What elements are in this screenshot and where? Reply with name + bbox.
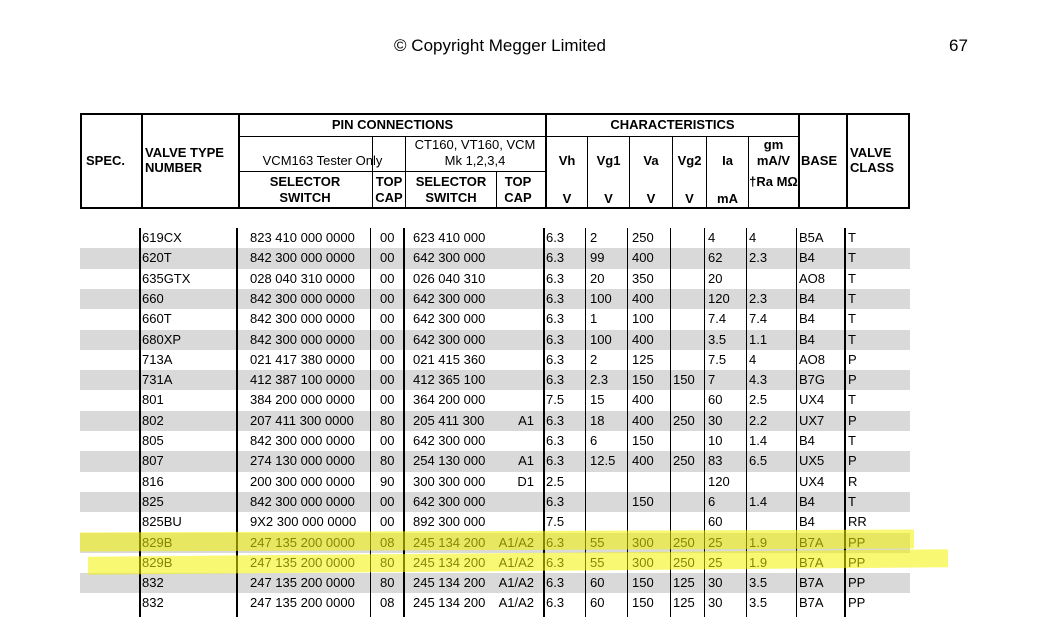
- top-cap-cell: 00: [380, 270, 395, 286]
- va-cell: 150: [632, 493, 654, 509]
- selector-switch-cell: 021 417 380 0000: [250, 351, 355, 367]
- table-row: [80, 330, 910, 350]
- vcm163-header: VCM163 Tester Only: [262, 153, 383, 168]
- base-cell: B4: [799, 433, 815, 448]
- ct-selector-cell: 642 300 000: [413, 250, 486, 266]
- base-cell: B4: [799, 493, 815, 509]
- table-row: [80, 492, 910, 512]
- class-cell: T: [848, 250, 856, 266]
- valve-type-cell: 825BU: [142, 514, 182, 530]
- valve-type-cell: 713A: [142, 351, 173, 367]
- class-cell: T: [848, 433, 856, 448]
- selector-switch-cell: 384 200 000 0000: [250, 392, 355, 408]
- vh-cell: 6.3: [546, 433, 565, 448]
- ct-selector-cell: 300 300 000: [413, 473, 486, 489]
- ia-header: Ia: [722, 153, 733, 168]
- class-cell: T: [848, 392, 856, 408]
- ct160-header: CT160, VT160, VCM Mk 1,2,3,4: [414, 137, 536, 168]
- vh-header: Vh: [558, 153, 576, 168]
- class-cell: P: [848, 372, 857, 388]
- vh-cell: 6.3: [546, 230, 565, 245]
- vh-cell: 6.3: [546, 351, 565, 367]
- selector-switch-header-1: SELECTOR SWITCH: [269, 174, 341, 205]
- vg1-cell: 99: [590, 250, 605, 266]
- vh-cell: 6.3: [546, 453, 565, 469]
- top-cap-cell: 80: [380, 453, 395, 469]
- table-header: [80, 113, 910, 209]
- vh-cell: 2.5: [546, 473, 565, 489]
- top-cap-cell: 08: [380, 595, 395, 611]
- ia-cell: 83: [708, 453, 723, 469]
- table-row: [80, 573, 910, 593]
- gm-cell: 2.3: [749, 290, 768, 306]
- top-cap-cell: 00: [380, 331, 395, 347]
- valve-type-cell: 805: [142, 433, 164, 448]
- ct-selector-cell: 642 300 000: [413, 331, 486, 347]
- ia-cell: 7: [708, 372, 716, 388]
- table-row: [80, 228, 910, 248]
- ia-cell: 7.4: [708, 311, 727, 327]
- vg2-cell: 125: [673, 595, 695, 611]
- vg1-cell: 100: [590, 331, 612, 347]
- va-header: Va: [643, 153, 659, 168]
- gm-cell: 1.1: [749, 331, 768, 347]
- selector-switch-cell: 842 300 000 0000: [250, 290, 355, 306]
- selector-switch-cell: 247 135 200 0000: [250, 595, 355, 611]
- vg1-cell: 1: [590, 311, 598, 327]
- vg2-header: Vg2: [677, 153, 702, 168]
- gm-cell: 2.2: [749, 412, 768, 428]
- top-cap-header-1: TOP CAP: [375, 174, 403, 205]
- ct-selector-cell: 021 415 360: [413, 351, 486, 367]
- class-cell: P: [848, 351, 857, 367]
- vh-cell: 6.3: [546, 290, 565, 306]
- table-row: [80, 370, 910, 390]
- base-cell: B5A: [799, 230, 824, 245]
- table-row: [80, 289, 910, 309]
- table-row: [80, 411, 910, 431]
- base-cell: UX5: [799, 453, 825, 469]
- ia-cell: 62: [708, 250, 723, 266]
- gm-cell: 2.3: [749, 250, 768, 266]
- ct-top-cap-cell: D1: [517, 473, 534, 489]
- vg1-cell: 6: [590, 433, 598, 448]
- ct-selector-cell: 026 040 310: [413, 270, 486, 286]
- class-cell: PP: [848, 575, 866, 591]
- vh-cell: 6.3: [546, 250, 565, 266]
- table-row: [80, 350, 910, 370]
- vg1-cell: 2: [590, 230, 598, 245]
- selector-switch-cell: 247 135 200 0000: [250, 575, 355, 591]
- vh-cell: 6.3: [546, 331, 565, 347]
- vg1-cell: 20: [590, 270, 605, 286]
- top-cap-cell: 90: [380, 473, 395, 489]
- top-cap-cell: 00: [380, 230, 395, 245]
- gm-cell: 6.5: [749, 453, 768, 469]
- va-cell: 400: [632, 331, 654, 347]
- selector-switch-cell: 028 040 310 0000: [250, 270, 355, 286]
- base-cell: B7A: [799, 595, 824, 611]
- valve-type-cell: 619CX: [142, 230, 182, 245]
- base-cell: AO8: [799, 351, 826, 367]
- class-cell: RR: [848, 514, 867, 530]
- vh-cell: 6.3: [546, 595, 565, 611]
- page-number: 67: [949, 36, 968, 55]
- vh-cell: 6.3: [546, 412, 565, 428]
- base-cell: UX4: [799, 392, 825, 408]
- selector-switch-cell: 207 411 300 0000: [250, 412, 354, 428]
- top-cap-cell: 00: [380, 433, 395, 448]
- valve-type-cell: 680XP: [142, 331, 182, 347]
- table-row: [80, 431, 910, 451]
- ct-selector-cell: 245 134 200: [413, 595, 486, 611]
- ct-selector-cell: 364 200 000: [413, 392, 486, 408]
- ia-cell: 120: [708, 473, 730, 489]
- spec-header: SPEC.: [86, 153, 126, 168]
- vg1-cell: 15: [590, 392, 605, 408]
- base-cell: B7G: [799, 372, 826, 388]
- vg2-unit: V: [685, 191, 694, 206]
- base-cell: B7A: [799, 575, 824, 591]
- top-cap-cell: 00: [380, 514, 395, 530]
- valve-type-cell: 832: [142, 595, 164, 611]
- highlight-marker: [80, 530, 914, 552]
- va-cell: 125: [632, 351, 654, 367]
- vg2-cell: 250: [673, 412, 695, 428]
- gm-cell: 4: [749, 351, 757, 367]
- va-cell: 400: [632, 290, 654, 306]
- ct-selector-cell: 623 410 000: [413, 230, 486, 245]
- ia-cell: 60: [708, 392, 723, 408]
- vg2-cell: 150: [673, 372, 695, 388]
- gm-cell: 3.5: [749, 595, 768, 611]
- ct-top-cap-cell: A1/A2: [498, 575, 534, 591]
- ia-cell: 30: [708, 595, 723, 611]
- base-cell: B4: [799, 311, 815, 327]
- base-cell: B4: [799, 290, 815, 306]
- ia-cell: 30: [708, 575, 723, 591]
- table-row: [80, 269, 910, 289]
- ia-cell: 30: [708, 412, 723, 428]
- class-cell: T: [848, 270, 856, 286]
- base-cell: B4: [799, 250, 815, 266]
- va-cell: 400: [632, 412, 654, 428]
- base-cell: B4: [799, 514, 815, 530]
- gm-cell: 2.5: [749, 392, 768, 408]
- pin-connections-header: PIN CONNECTIONS: [331, 117, 454, 132]
- table-row: [80, 472, 910, 492]
- valve-class-header: VALVE CLASS: [850, 145, 895, 175]
- valve-type-cell: 832: [142, 575, 164, 591]
- valve-type-cell: 801: [142, 392, 164, 408]
- va-cell: 150: [632, 575, 654, 591]
- class-cell: T: [848, 230, 856, 245]
- vh-cell: 6.3: [546, 493, 565, 509]
- ia-cell: 6: [708, 493, 716, 509]
- ct-top-cap-cell: A1: [518, 412, 534, 428]
- class-cell: T: [848, 290, 856, 306]
- vh-cell: 7.5: [546, 392, 565, 408]
- vh-cell: 7.5: [546, 514, 565, 530]
- valve-type-cell: 660: [142, 290, 164, 306]
- ct-selector-cell: 642 300 000: [413, 433, 486, 448]
- top-cap-cell: 80: [380, 575, 395, 591]
- selector-switch-cell: 842 300 000 0000: [250, 493, 355, 509]
- ct-selector-cell: 412 365 100: [413, 372, 486, 388]
- base-cell: AO8: [799, 270, 826, 286]
- selector-switch-cell: 842 300 000 0000: [250, 250, 355, 266]
- va-cell: 150: [632, 595, 654, 611]
- ct-top-cap-cell: A1/A2: [498, 595, 534, 611]
- class-cell: R: [848, 473, 858, 489]
- selector-switch-header-2: SELECTOR SWITCH: [415, 174, 487, 205]
- ia-cell: 4: [708, 230, 716, 245]
- vg2-cell: 250: [673, 453, 695, 469]
- gm-cell: 4: [749, 230, 757, 245]
- ia-cell: 3.5: [708, 331, 727, 347]
- class-cell: P: [848, 453, 857, 469]
- valve-type-cell: 620T: [142, 250, 172, 266]
- top-cap-cell: 00: [380, 250, 395, 266]
- valve-type-header: VALVE TYPE NUMBER: [145, 145, 224, 175]
- ia-cell: 20: [708, 270, 723, 286]
- gm-cell: 7.4: [749, 311, 768, 327]
- selector-switch-cell: 842 300 000 0000: [250, 331, 355, 347]
- valve-type-cell: 816: [142, 473, 164, 489]
- class-cell: PP: [848, 595, 866, 611]
- table-row: [80, 390, 910, 410]
- vh-cell: 6.3: [546, 270, 565, 286]
- table-row: [80, 593, 910, 613]
- gm-cell: 1.4: [749, 433, 768, 448]
- va-cell: 100: [632, 311, 654, 327]
- vh-cell: 6.3: [546, 372, 565, 388]
- selector-switch-cell: 200 300 000 0000: [250, 473, 355, 489]
- va-cell: 350: [632, 270, 654, 286]
- class-cell: T: [848, 493, 856, 509]
- gm-header: gm mA/V: [756, 137, 791, 168]
- base-header: BASE: [801, 153, 838, 168]
- top-cap-cell: 00: [380, 311, 395, 327]
- ct-selector-cell: 205 411 300: [413, 412, 485, 428]
- valve-type-cell: 807: [142, 453, 164, 469]
- gm-cell: 3.5: [749, 575, 768, 591]
- vg1-unit: V: [604, 191, 613, 206]
- top-cap-cell: 80: [380, 412, 395, 428]
- va-cell: 400: [632, 250, 654, 266]
- top-cap-cell: 00: [380, 351, 395, 367]
- vg1-cell: 60: [590, 575, 605, 591]
- ct-selector-cell: 642 300 000: [413, 311, 486, 327]
- gm-cell: 4.3: [749, 372, 768, 388]
- top-cap-header-2: TOP CAP: [504, 174, 532, 205]
- ct-selector-cell: 254 130 000: [413, 453, 486, 469]
- vg2-cell: 125: [673, 575, 695, 591]
- vg1-cell: 60: [590, 595, 605, 611]
- va-cell: 150: [632, 372, 654, 388]
- table-row: [80, 451, 910, 471]
- valve-type-cell: 802: [142, 412, 164, 428]
- ia-cell: 120: [708, 290, 730, 306]
- vg1-header: Vg1: [596, 153, 621, 168]
- copyright-notice: © Copyright Megger Limited: [394, 36, 606, 55]
- selector-switch-cell: 274 130 000 0000: [250, 453, 355, 469]
- selector-switch-cell: 412 387 100 0000: [250, 372, 355, 388]
- valve-type-cell: 731A: [142, 372, 173, 388]
- vg1-cell: 2: [590, 351, 598, 367]
- base-cell: B4: [799, 331, 815, 347]
- ct-selector-cell: 892 300 000: [413, 514, 486, 530]
- selector-switch-cell: 842 300 000 0000: [250, 311, 355, 327]
- valve-type-cell: 825: [142, 493, 164, 509]
- selector-switch-cell: 842 300 000 0000: [250, 433, 355, 448]
- vh-cell: 6.3: [546, 311, 565, 327]
- ia-cell: 10: [708, 433, 723, 448]
- valve-type-cell: 635GTX: [142, 270, 191, 286]
- ct-top-cap-cell: A1: [518, 453, 534, 469]
- vg1-cell: 2.3: [590, 372, 609, 388]
- base-cell: UX4: [799, 473, 825, 489]
- va-unit: V: [646, 191, 656, 206]
- va-cell: 400: [632, 392, 654, 408]
- top-cap-cell: 00: [380, 290, 395, 306]
- vh-unit: V: [562, 191, 572, 206]
- selector-switch-cell: 9X2 300 000 0000: [250, 514, 357, 530]
- ct-selector-cell: 642 300 000: [413, 493, 486, 509]
- characteristics-header: CHARACTERISTICS: [610, 117, 735, 132]
- vh-cell: 6.3: [546, 575, 565, 591]
- table-row: [80, 309, 910, 329]
- base-cell: UX7: [799, 412, 825, 428]
- table-row: [80, 248, 910, 268]
- class-cell: P: [848, 412, 857, 428]
- ia-cell: 7.5: [708, 351, 727, 367]
- ct-selector-cell: 642 300 000: [413, 290, 486, 306]
- gm-cell: 1.4: [749, 493, 768, 509]
- class-cell: T: [848, 331, 856, 347]
- top-cap-cell: 00: [380, 493, 395, 509]
- vg1-cell: 100: [590, 290, 612, 306]
- selector-switch-cell: 823 410 000 0000: [250, 230, 355, 245]
- vg1-cell: 12.5: [590, 453, 616, 469]
- valve-type-cell: 660T: [142, 311, 172, 327]
- va-cell: 400: [632, 453, 654, 469]
- ia-unit: mA: [717, 191, 738, 206]
- vg1-cell: 18: [590, 412, 605, 428]
- class-cell: T: [848, 311, 856, 327]
- va-cell: 150: [632, 433, 654, 448]
- top-cap-cell: 00: [380, 392, 395, 408]
- ct-selector-cell: 245 134 200: [413, 575, 486, 591]
- ra-header: †Ra MΩ: [749, 174, 798, 189]
- top-cap-cell: 00: [380, 372, 395, 388]
- va-cell: 250: [632, 230, 654, 245]
- ia-cell: 60: [708, 514, 723, 530]
